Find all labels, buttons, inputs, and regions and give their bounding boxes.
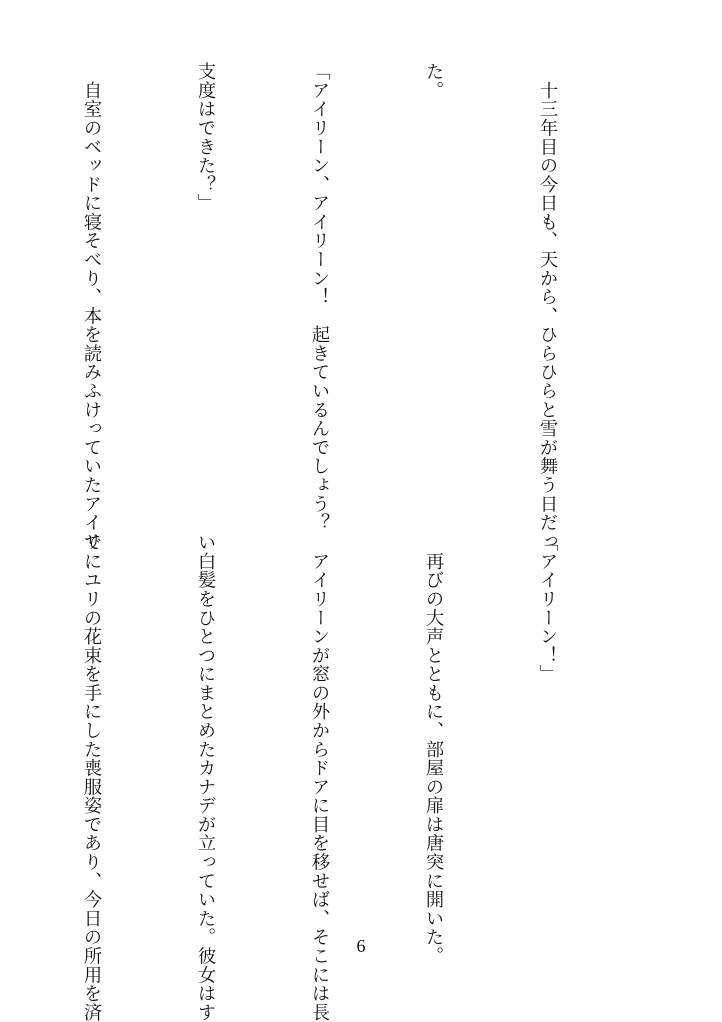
- text-line: アイリーンが窓の外からドアに目を移せば、そこには長: [309, 533, 330, 1022]
- text-line: 支度はできた？」: [195, 62, 216, 213]
- text-line: 自室のベッドに寝そべり、本を読みふけっていたアイリ: [81, 62, 102, 551]
- text-line: 「アイリーン、アイリーン！ 起きているんでしょう？: [309, 62, 330, 532]
- upper-text-block: [81, 62, 642, 551]
- text-line: い白髪をひとつにまとめたカナデが立っていた。彼女はす: [195, 533, 216, 1022]
- text-line: でにユリの花束を手にした喪服姿であり、今日の所用を済: [81, 533, 102, 1022]
- text-line: 「アイリーン！」: [537, 533, 558, 684]
- page-number: 6: [356, 936, 366, 956]
- lower-text-block: [81, 533, 642, 1022]
- text-line: 十三年目の今日も、天から、ひらひらと雪が舞う日だっ: [537, 62, 558, 551]
- text-line: た。: [423, 62, 444, 100]
- text-line: 再びの大声とともに、部屋の扉は唐突に開いた。: [423, 533, 444, 966]
